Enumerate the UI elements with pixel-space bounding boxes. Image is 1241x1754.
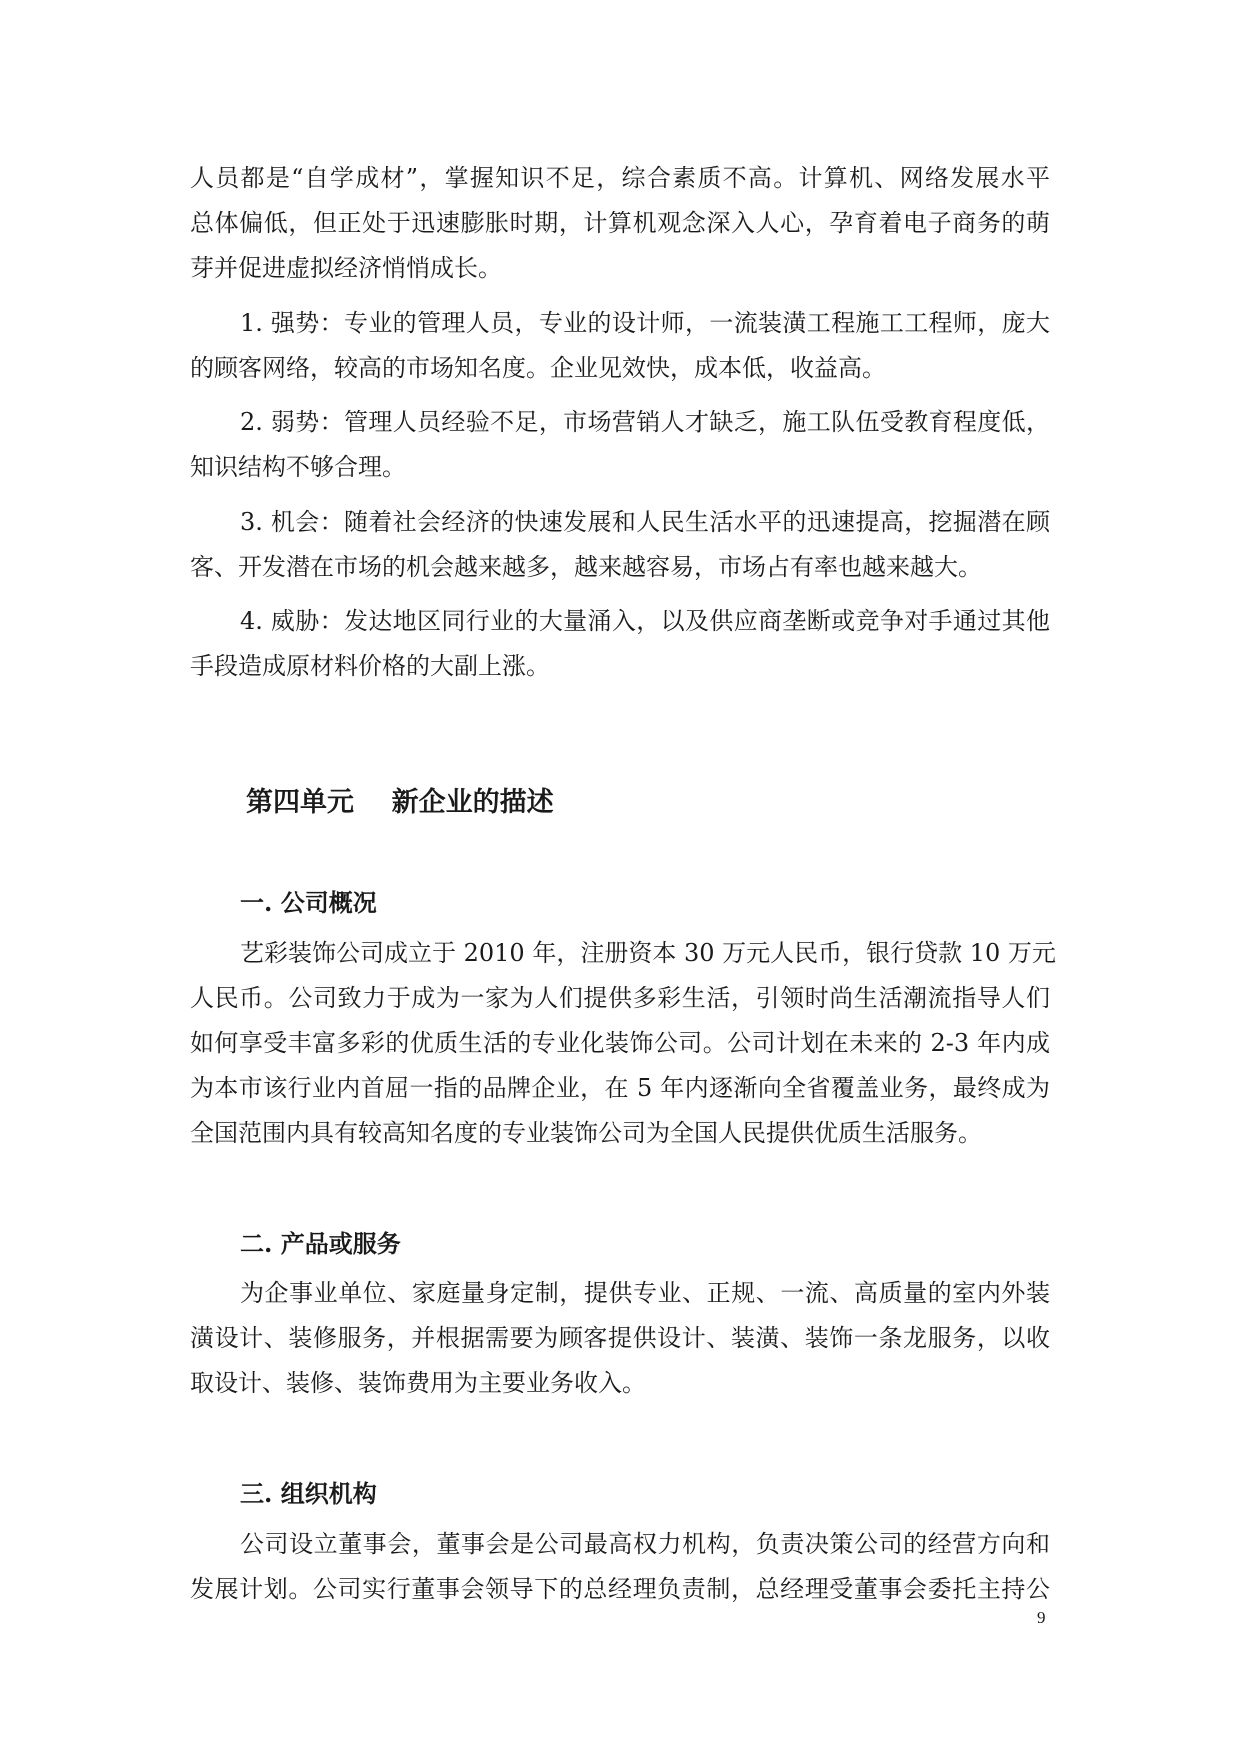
intro-line-3: 芽并促进虚拟经济悄悄成长。: [190, 254, 502, 282]
overview-line-1: 艺彩装饰公司成立于 2010 年，注册资本 30 万元人民币，银行贷款 10 万元: [240, 939, 1056, 967]
products-line-2: 潢设计、装修服务，并根据需要为顾客提供设计、装潢、装饰一条龙服务，以收: [190, 1324, 1050, 1352]
intro-line-2: 总体偏低，但正处于迅速膨胀时期，计算机观念深入人心，孕育着电子商务的萌: [190, 209, 1050, 237]
unit-title: 第四单元 新企业的描述: [246, 787, 554, 818]
swot-weakness-line-1: 2. 弱势：管理人员经验不足，市场营销人才缺乏，施工队伍受教育程度低，: [240, 408, 1050, 436]
section-heading-overview: 一. 公司概况: [240, 888, 377, 917]
intro-line-1: 人员都是“自学成材”，掌握知识不足，综合素质不高。计算机、网络发展水平: [190, 164, 1050, 192]
products-line-1: 为企事业单位、家庭量身定制，提供专业、正规、一流、高质量的室内外装: [240, 1279, 1050, 1307]
organization-line-1: 公司设立董事会，董事会是公司最高权力机构，负责决策公司的经营方向和: [240, 1530, 1050, 1558]
overview-line-3: 如何享受丰富多彩的优质生活的专业化装饰公司。公司计划在未来的 2-3 年内成: [190, 1029, 1050, 1057]
swot-opportunity-line-2: 客、开发潜在市场的机会越来越多，越来越容易，市场占有率也越来越大。: [190, 553, 982, 581]
swot-threat-line-2: 手段造成原材料价格的大副上涨。: [190, 652, 550, 680]
swot-threat-line-1: 4. 威胁：发达地区同行业的大量涌入，以及供应商垄断或竞争对手通过其他: [240, 607, 1050, 635]
swot-opportunity-line-1: 3. 机会：随着社会经济的快速发展和人民生活水平的迅速提高，挖掘潜在顾: [240, 508, 1050, 536]
overview-line-2: 人民币。公司致力于成为一家为人们提供多彩生活，引领时尚生活潮流指导人们: [190, 984, 1050, 1012]
swot-weakness-line-2: 知识结构不够合理。: [190, 453, 406, 481]
overview-line-5: 全国范围内具有较高知名度的专业装饰公司为全国人民提供优质生活服务。: [190, 1119, 982, 1147]
overview-line-4: 为本市该行业内首屈一指的品牌企业，在 5 年内逐渐向全省覆盖业务，最终成为: [190, 1074, 1050, 1102]
page-number: 9: [1037, 1608, 1046, 1627]
section-heading-organization: 三. 组织机构: [240, 1479, 377, 1508]
swot-strength-line-2: 的顾客网络，较高的市场知名度。企业见效快，成本低，收益高。: [190, 354, 886, 382]
section-heading-products: 二. 产品或服务: [240, 1229, 401, 1258]
organization-line-2: 发展计划。公司实行董事会领导下的总经理负责制，总经理受董事会委托主持公: [190, 1575, 1050, 1603]
swot-strength-line-1: 1. 强势：专业的管理人员，专业的设计师，一流装潢工程施工工程师，庞大: [240, 309, 1050, 337]
products-line-3: 取设计、装修、装饰费用为主要业务收入。: [190, 1369, 646, 1397]
